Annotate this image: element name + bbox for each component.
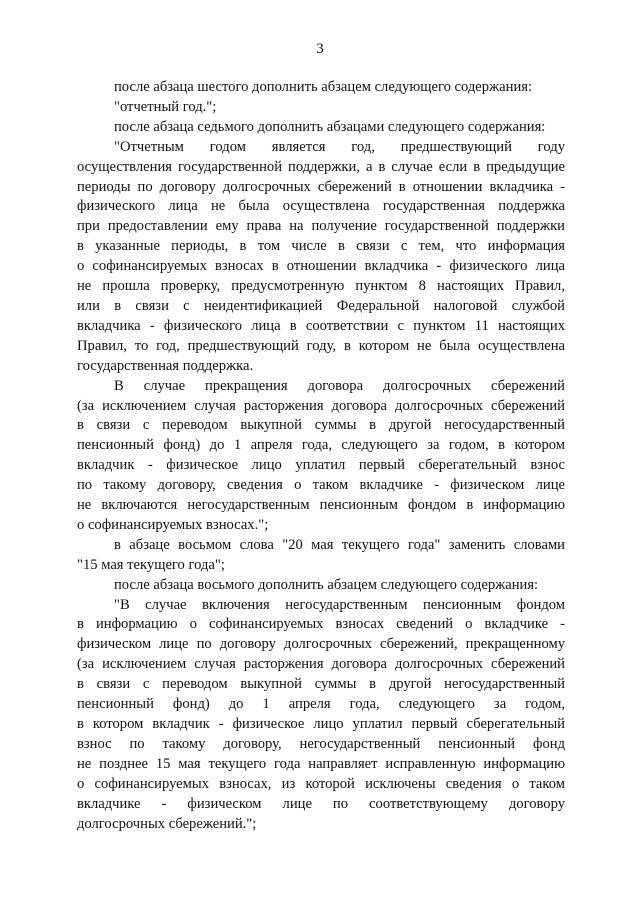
text-line: после абзаца восьмого дополнить абзацем следующего содержания: — [114, 576, 539, 593]
text-line: периоды по договору долгосрочных сбережений в отношении вкладчика - — [77, 178, 565, 195]
text-line: после абзаца шестого дополнить абзацем следующего содержания: — [114, 79, 533, 95]
text-line: не включаются негосударственным пенсионным фондом в информацию — [77, 497, 565, 514]
text-line: в указанные периоды, в том числе в связи с тем, что информация — [77, 238, 565, 255]
text-line: физического лица не была осуществлена государственная поддержка — [77, 198, 565, 215]
text-line: "Отчетным годом является год, предшествующий году — [114, 138, 565, 155]
text-line: в абзаце восьмом слова "20 мая текущего года" заменить словами — [114, 536, 565, 553]
text-line: в связи с переводом выкупной суммы в другой негосударственный — [77, 417, 565, 434]
text-line: пенсионный фонд) до 1 апреля года, следующего за годом, в котором — [77, 437, 565, 454]
text-line: в связи с переводом выкупной суммы в другой негосударственный — [77, 676, 565, 693]
text-line: вкладчик - физическое лицо уплатил первый сберегательный взнос — [77, 457, 565, 474]
text-line: осуществления государственной поддержки, а в случае если в предыдущие — [77, 158, 565, 175]
text-line: о софинансируемых взносах."; — [77, 516, 269, 533]
text-line: в информацию о софинансируемых взносах сведений о вкладчике - — [77, 616, 565, 633]
text-line: или в связи с неидентификацией Федеральной налоговой службой — [77, 297, 565, 314]
text-line: (за исключением случая расторжения договора долгосрочных сбережений — [77, 397, 565, 414]
text-line: о софинансируемых взносах, из которой исключены сведения о таком — [77, 775, 565, 792]
text-line: (за исключением случая расторжения договора долгосрочных сбережений — [77, 656, 565, 673]
text-line: государственная поддержка. — [77, 357, 254, 374]
text-line: Правил, то год, предшествующий году, в котором не была осуществлена — [77, 337, 565, 354]
text-line: "отчетный год."; — [114, 98, 217, 115]
page-number: 3 — [316, 41, 324, 57]
text-line: долгосрочных сбережений."; — [77, 815, 257, 832]
text-line: не позднее 15 мая текущего года направляет исправленную информацию — [77, 755, 565, 772]
text-line: "В случае включения негосударственным пенсионным фондом — [114, 596, 565, 613]
text-line: по такому договору, сведения о таком вкладчике - физическом лице — [77, 477, 565, 494]
text-line: пенсионный фонд) до 1 апреля года, следующего за годом, — [77, 696, 565, 713]
text-line: при предоставлении ему права на получение государственной поддержки — [77, 218, 565, 235]
text-line: вкладчике - физическом лице по соответствующему договору — [77, 795, 565, 812]
text-line: не прошла проверку, предусмотренную пунктом 8 настоящих Правил, — [77, 278, 565, 295]
text-line: после абзаца седьмого дополнить абзацами следующего содержания: — [114, 118, 546, 135]
text-line: о софинансируемых взносах в отношении вкладчика - физического лица — [77, 258, 565, 275]
document-body — [77, 78, 565, 834]
text-line: взнос по такому договору, негосударственный пенсионный фонд — [77, 735, 565, 752]
text-line: В случае прекращения договора долгосрочных сбережений — [114, 377, 565, 394]
text-line: "15 мая текущего года"; — [77, 556, 225, 573]
text-line: в котором вкладчик - физическое лицо уплатил первый сберегательный — [77, 716, 565, 732]
text-line: вкладчика - физического лица в соответствии с пунктом 11 настоящих — [77, 317, 565, 334]
text-line: физическом лице по договору долгосрочных сбережений, прекращенному — [77, 636, 565, 653]
